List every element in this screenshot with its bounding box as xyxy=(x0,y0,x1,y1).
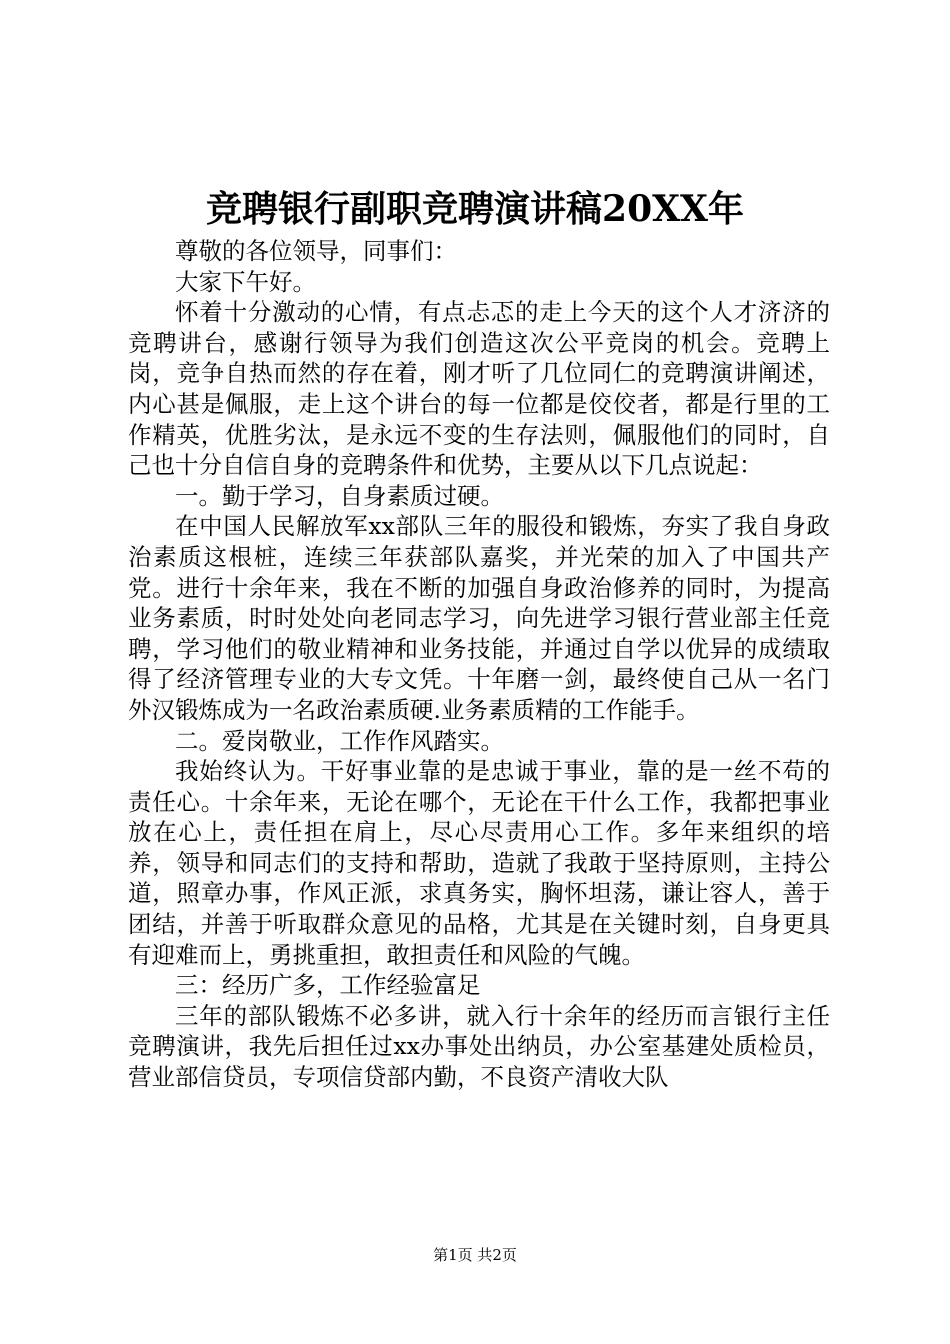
page-footer: 第1页 共2页 xyxy=(433,1246,517,1264)
paragraph: 一。勤于学习，自身素质过硬。 xyxy=(175,481,504,510)
document-title: 竞聘银行副职竞聘演讲稿20XX年 xyxy=(206,188,744,230)
paragraph: 三年的部队锻炼不必多讲，就入行十余年的经历而言银行主任竞聘演讲，我先后担任过xx办事处出纳员，办公室基建处质检员，营业部信贷员，专项信贷部内勤，不良资产清收大队 xyxy=(128,1001,830,1092)
paragraph: 三：经历广多，工作经验富足 xyxy=(175,971,481,1000)
paragraph: 在中国人民解放军xx部队三年的服役和锻炼，夯实了我自身政治素质这根桩，连续三年获部队嘉奖，并光荣的加入了中国共产党。进行十余年来，我在不断的加强自身政治修养的同时，为提高业务素质，时时处处向老同志学习，向先进学习银行营业部主任竞聘，学习他们的敬业精神和业务技能，并通过自学以优异的成绩取得了经济管理专业的大专文凭。十年磨一剑，最终使自己从一名门外汉锻炼成为一名政治素质硬.业务素质精的工作能手。 xyxy=(128,512,830,724)
paragraph: 怀着十分激动的心情，有点忐忑的走上今天的这个人才济济的竞聘讲台，感谢行领导为我们创造这次公平竞岗的机会。竞聘上岗，竞争自热而然的存在着，刚才听了几位同仁的竞聘演讲阐述，内心甚是佩服，走上这个讲台的每一位都是佼佼者，都是行里的工作精英，优胜劣汰，是永远不变的生存法则，佩服他们的同时，自己也十分自信自身的竞聘条件和优势，主要从以下几点说起： xyxy=(128,298,830,480)
paragraph: 我始终认为。干好事业靠的是忠诚于事业，靠的是一丝不苟的责任心。十余年来，无论在哪个，无论在干什么工作，我都把事业放在心上，责任担在肩上，尽心尽责用心工作。多年来组织的培养，领导和同志们的支持和帮助，造就了我敢于坚持原则，主持公道，照章办事，作风正派，求真务实，胸怀坦荡，谦让容人，善于团结，并善于听取群众意见的品格，尤其是在关键时刻，自身更具有迎难而上，勇挑重担，敢担责任和风险的气魄。 xyxy=(128,757,830,969)
document-body xyxy=(128,236,830,1093)
paragraph: 二。爱岗敬业，工作作风踏实。 xyxy=(175,726,504,755)
paragraph: 尊敬的各位领导，同事们： xyxy=(175,237,457,265)
paragraph: 大家下午好。 xyxy=(175,267,316,296)
